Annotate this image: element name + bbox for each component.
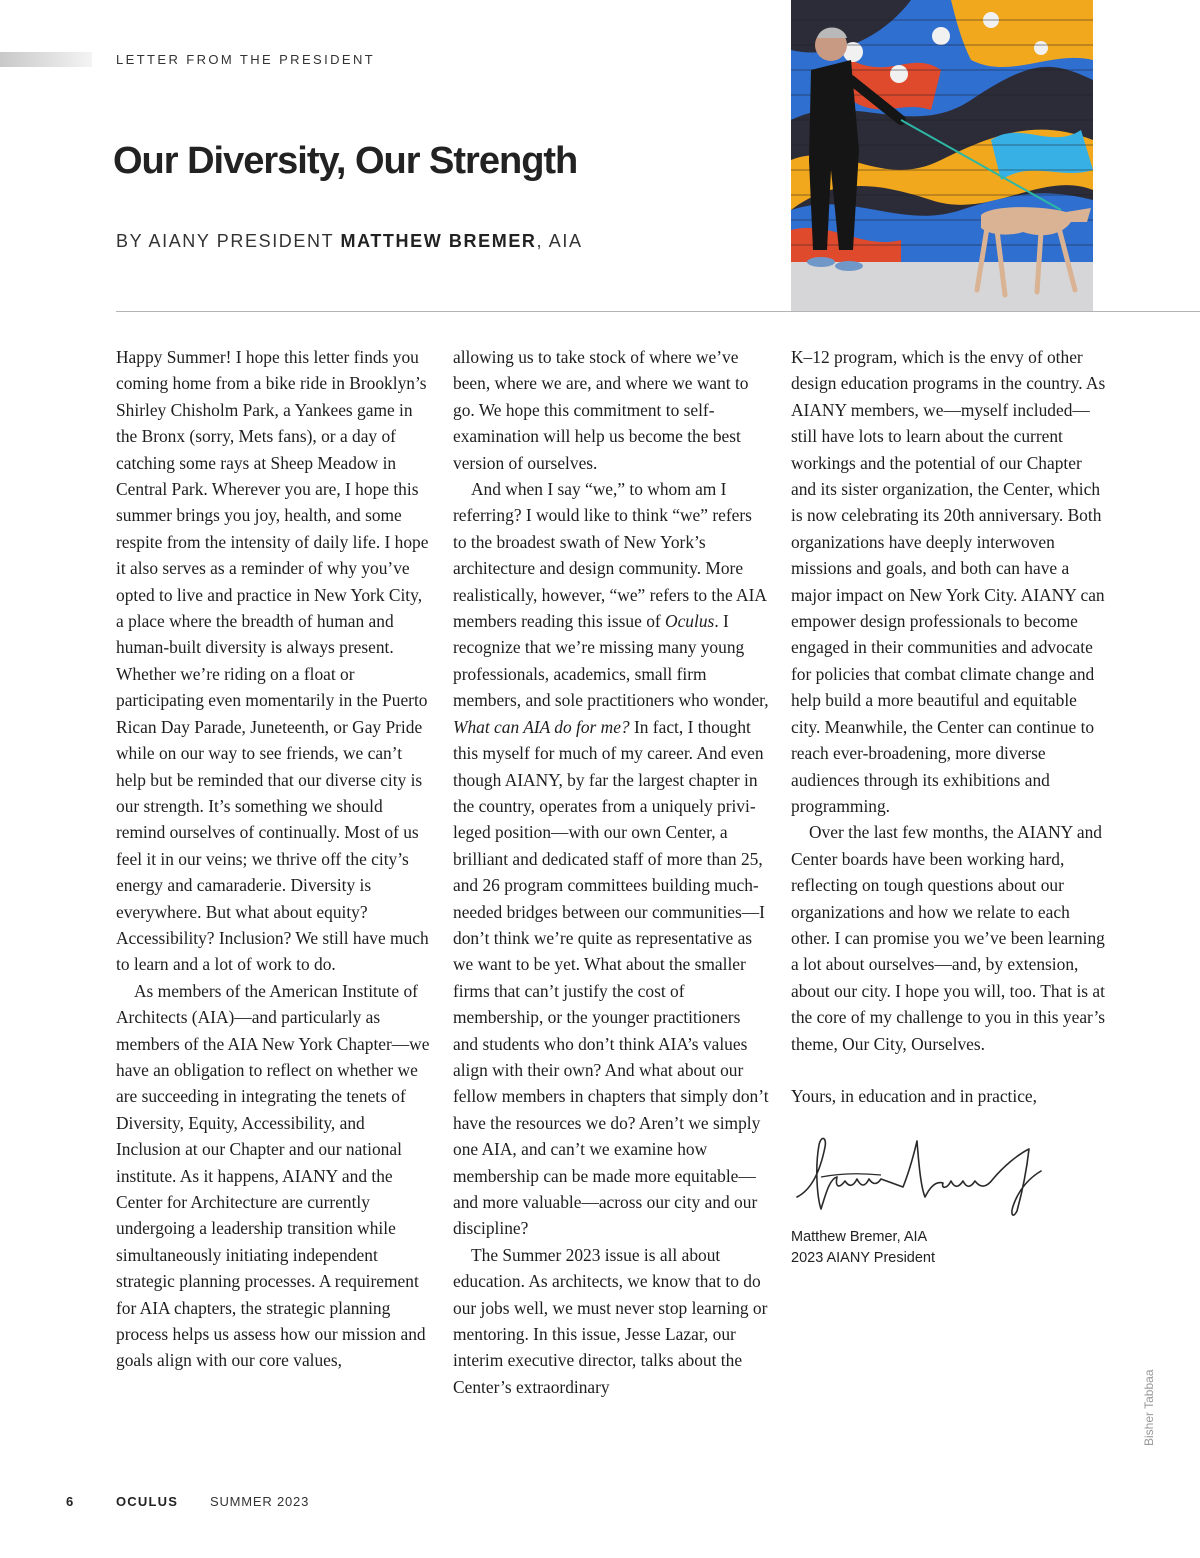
photo-credit: Bisher Tabbaa [1142, 1369, 1156, 1446]
signature [791, 1127, 1107, 1227]
page-number: 6 [66, 1494, 75, 1509]
byline-prefix: BY AIANY PRESIDENT [116, 231, 341, 251]
article-column-3 [791, 344, 1107, 1269]
italic-text: Oculus [665, 611, 715, 632]
paragraph: Over the last few months, the AIANY and Center boards have been working hard, reflecting on tough questions about our organizations and how we relate to each other. I can promise you we’ve been learning a lot about ourselves—and, by extension, about our city. I hope you will, too. That is at the core of my challenge to you in this year’s theme, Our City, Ourselves. [791, 822, 1106, 1054]
magazine-name: OCULUS [116, 1494, 179, 1509]
paragraph: K–12 program, which is the envy of other design education programs in the country. As AIANY members, we—myself included—still have lots to learn about the current workings and the potential of our Chapter and its sister organization, the Center, which is now celebrating its 20th anniversary. Both organizations have deeply interwoven missions and goals, and both can have a major impact on New York City. AIANY can empower design professionals to become engaged in their communities and advocate for policies that combat climate change and help build a more beautiful and equitable city. Meanwhile, the Center can continue to reach ever-broadening, more diverse audiences through its exhibitions and programming. [791, 347, 1106, 816]
signer-name: Matthew Bremer, AIA [791, 1229, 928, 1246]
signer-title: 2023 AIANY President [791, 1250, 936, 1267]
byline-suffix: , AIA [536, 231, 583, 251]
paragraph [453, 476, 769, 1242]
section-label: LETTER FROM THE PRESIDENT [116, 52, 376, 67]
byline-author: MATTHEW BREMER [340, 231, 537, 251]
handwritten-signature-icon [791, 1127, 1051, 1222]
author-photo [791, 0, 1093, 311]
italic-text: What can AIA do for me? [453, 716, 630, 737]
issue-label: SUMMER 2023 [210, 1494, 310, 1509]
page-title: Our Diversity, Our Strength [113, 140, 578, 182]
section-marker-bar [0, 52, 92, 67]
paragraph: As members of the American Institute of Architects (AIA)—and particularly as members of the AIA New York Chapter—we have an obligation to reflect on whether we are succeeding in integrating the tenets of Diversity, Equity, Accessibility, and Inclusion at our Chapter and our national institute. As it happens, AIANY and the Center for Architecture are currently undergoing a leadership transition while simultaneously initiating independent strategic planning processes. A requirement for AIA chapters, the strategic planning process helps us assess how our mission and goals align with our core values, [116, 980, 430, 1371]
mural-photo-illustration [791, 0, 1093, 311]
paragraph: allowing us to take stock of where we’ve been, where we are, and where we want to go. We hope this commitment to self-examination will help us become the best version of ourselves. [453, 347, 749, 473]
header-divider [116, 311, 1200, 312]
paragraph: The Summer 2023 issue is all about education. As architects, we know that to do our jobs well, we must never stop learning or mentoring. In this issue, Jesse Lazar, our interim executive director, talks about the Center’s extraordinary [453, 1244, 768, 1397]
article-column-2 [453, 344, 769, 1400]
paragraph: Happy Summer! I hope this letter finds you coming home from a bike ride in Brooklyn’s Shirley Chisholm Park, a Yankees game in the Bronx (sorry, Mets fans), or a day of catching some rays at Sheep Meadow in Central Park. Wherever you are, I hope this summer brings you joy, health, and some respite from the intensity of daily life. I hope it also serves as a reminder of why you’ve opted to live and practice in New York City, a place where the breadth of human and human-built diversity is always present. Whether we’re riding on a float or participating even momentarily in the Puerto Rican Day Parade, Juneteenth, or Gay Pride while on our way to see friends, we can’t help but be reminded that our diverse city is our strength. It’s something we should remind ourselves of continually. Most of us feel it in our veins; we thrive off the city’s energy and camaraderie. Diversity is everywhere. But what about equity? Accessibility? Inclusion? We still have much to learn and a lot of work to do. [116, 347, 429, 975]
text-run: In fact, I thought this myself for much of my career. And even though AIANY, by far the largest chapter in the country, operates from a uniquely privileged position—with our own Center, a brilliant and dedicated staff of more than 25, and 26 program committees building much-needed bridges between our communities—I don’t think we’re quite as representative as we want to be yet. What about the smaller firms that can’t justify the cost of membership, or the younger practitioners and students who don’t think AIA’s values align with their own? And what about our fellow members in chapters that simply don’t have the resources we do? Aren’t we simply one AIA, and can’t we examine how membership can be made more equitable—and more valuable—across our city and our discipline? [453, 716, 769, 1239]
text-run: . I recognize that we’re missing many young professionals, academics, small firm members, and sole practitioners who wonder, [453, 611, 769, 711]
text-run: And when I say “we,” to whom am I referring? I would like to think “we” refers to the broadest swath of New York’s architecture and design community. More realistically, however, “we” refers to the AIA members reading this issue of [453, 479, 767, 632]
closing-line: Yours, in education and in practice, [791, 1085, 1037, 1106]
article-column-1 [116, 344, 432, 1374]
byline [116, 231, 583, 252]
